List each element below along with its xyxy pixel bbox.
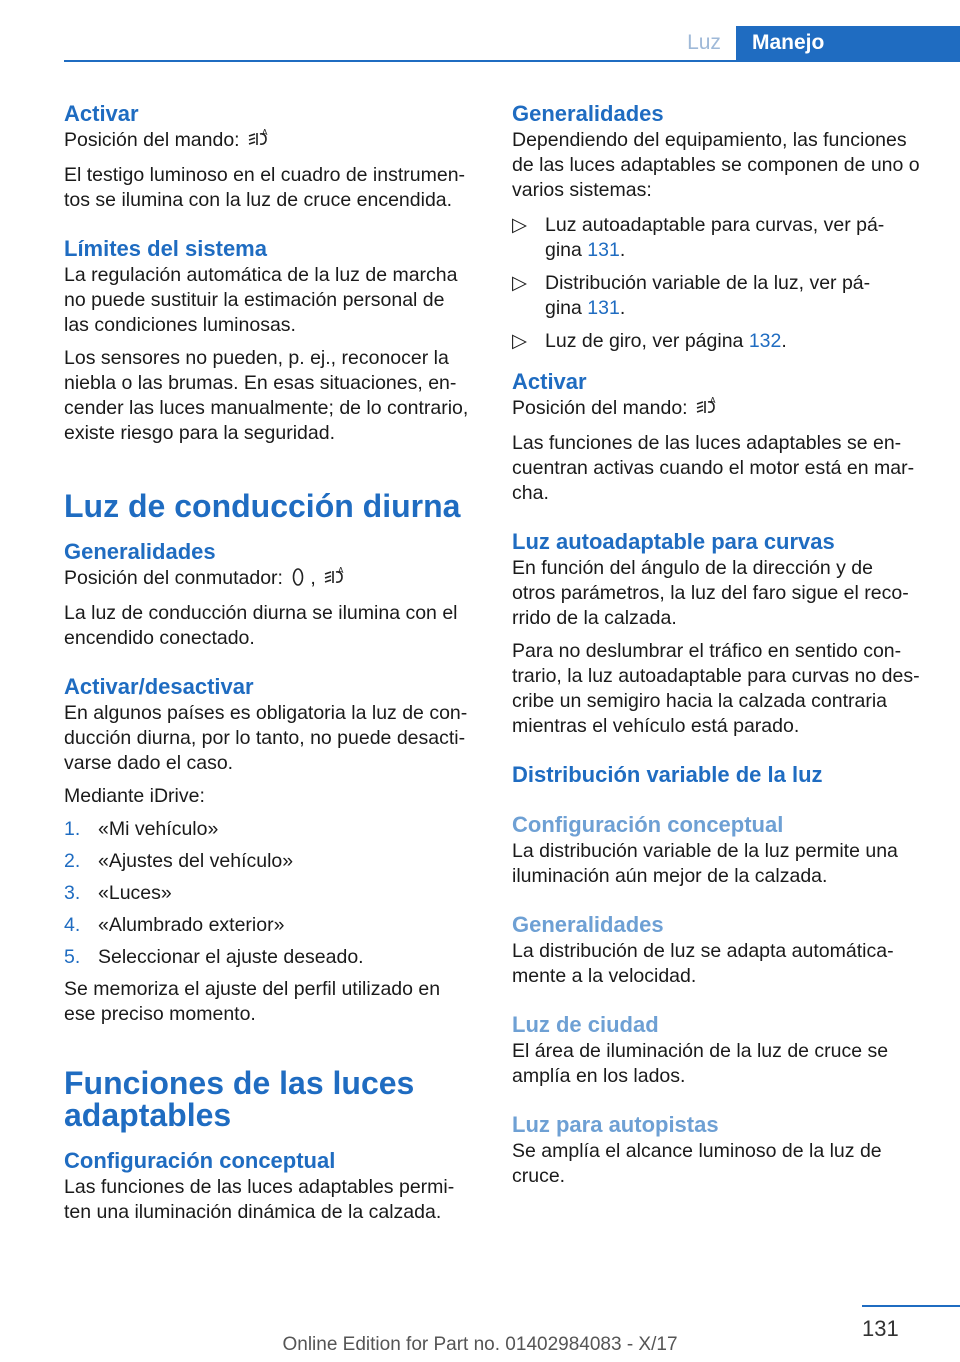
list-item: 5. Seleccionar el ajuste deseado. — [64, 946, 364, 968]
paragraph-activar-info: Las funciones de las luces adaptables se en‐ cuentran activas cuando el motor está en mar‐ cha. — [512, 432, 915, 504]
list-item: ▷ Luz de giro, ver página 132. — [512, 330, 787, 352]
paragraph-ciudad: El área de iluminación de la luz de cruce se amplía en los lados. — [512, 1040, 889, 1087]
list-item: 3. «Luces» — [64, 882, 172, 904]
paragraph-gen2: La distribución de luz se adapta automática‐ mente a la velocidad. — [512, 940, 894, 987]
heading-activar-desactivar: Activar/desactivar — [64, 674, 254, 699]
idrive-steps — [64, 817, 480, 970]
footer-rule — [862, 1305, 960, 1307]
paragraph-autopistas: Se amplía el alcance luminoso de la luz de cruce. — [512, 1140, 882, 1187]
paragraph-curvas-1: En función del ángulo de la dirección y de otros parámetros, la luz del faro sigue el reco‐ rrido de la calzada. — [512, 557, 909, 629]
heading-distribucion-variable: Distribución variable de la luz — [512, 762, 823, 787]
paragraph-gen-position: Posición del conmutador: , A — [64, 566, 480, 595]
heading-generalidades-2: Generalidades — [512, 912, 664, 937]
list-item: 4. «Alumbrado exterior» — [64, 914, 285, 936]
heading-luz-diurna: Luz de conducción diurna — [64, 488, 461, 524]
heading-generalidades: Generalidades — [64, 539, 216, 564]
heading-config-conceptual: Configuración conceptual — [512, 812, 784, 837]
paragraph-memo: Se memoriza el ajuste del perfil utilizado en ese preciso momento. — [64, 978, 441, 1025]
paragraph-activar-info: El testigo luminoso en el cuadro de instrumen‐ tos se ilumina con la luz de cruce encendida. — [64, 164, 466, 211]
auto-headlight-icon — [248, 128, 274, 157]
paragraph-concept: Las funciones de las luces adaptables permi‐ ten una iluminación dinámica de la calzada. — [64, 1176, 455, 1223]
paragraph-actdes-2: Mediante iDrive: — [64, 785, 205, 807]
heading-funciones-adaptables: Funciones de las luces adaptables — [64, 1065, 415, 1133]
page-link-132[interactable]: 132 — [748, 330, 782, 352]
paragraph-limites-1: La regulación automática de la luz de marcha no puede sustituir la estimación personal de las condiciones luminosas. — [64, 264, 458, 336]
svg-text:A: A — [261, 128, 268, 137]
paragraph-curvas-2: Para no deslumbrar el tráfico en sentido con‐ trario, la luz autoadaptable para curvas no des‐ cribe un semigiro hacia la calzada contraria mientras el vehículo está parado. — [512, 640, 920, 737]
page-number: 131 — [862, 1316, 899, 1341]
heading-activar: Activar — [64, 101, 139, 126]
svg-text:A: A — [337, 566, 344, 575]
list-item: ▷ Distribución variable de la luz, ver pá‐ gina 131. — [512, 272, 871, 319]
edition-footer: Online Edition for Part no. 01402984083 - X/17 — [282, 1334, 678, 1355]
paragraph-gen: Dependiendo del equipamiento, las funciones de las luces adaptables se componen de uno o varios sistemas: — [512, 129, 920, 201]
bullet-triangle-icon: ▷ — [512, 214, 527, 236]
auto-headlight-icon — [696, 396, 722, 425]
paragraph-actdes-1: En algunos países es obligatoria la luz de con‐ ducción diurna, por lo tanto, no puede desacti‐ varse dado el caso. — [64, 702, 468, 774]
tab-chapter-manejo: Manejo — [736, 26, 960, 60]
svg-text:A: A — [709, 396, 716, 405]
tab-section-luz: Luz — [687, 31, 721, 54]
switch-zero-icon — [291, 566, 305, 595]
heading-luz-curvas: Luz autoadaptable para curvas — [512, 529, 835, 554]
heading-generalidades: Generalidades — [512, 101, 664, 126]
paragraph-gen-info: La luz de conducción diurna se ilumina con el encendido conectado. — [64, 602, 458, 649]
paragraph-activar-position: Posición del mando: A — [512, 396, 930, 425]
adaptive-systems-list — [512, 213, 930, 354]
heading-activar: Activar — [512, 369, 587, 394]
list-item: ▷ Luz autoadaptable para curvas, ver pá‐ gina 131. — [512, 214, 885, 261]
left-column — [64, 100, 480, 1225]
heading-luz-autopistas: Luz para autopistas — [512, 1112, 719, 1137]
paragraph-activar-position: Posición del mando: A — [64, 128, 480, 157]
page-link-131[interactable]: 131 — [587, 239, 620, 261]
page-link-131[interactable]: 131 — [587, 297, 620, 319]
heading-config-conceptual: Configuración conceptual — [64, 1148, 336, 1173]
bullet-triangle-icon: ▷ — [512, 330, 527, 352]
auto-headlight-icon — [324, 566, 350, 595]
list-item: 1. «Mi vehículo» — [64, 818, 219, 840]
paragraph-concept: La distribución variable de la luz permite una iluminación aún mejor de la calzada. — [512, 840, 898, 887]
right-column — [512, 100, 930, 1189]
heading-limites: Límites del sistema — [64, 236, 267, 261]
header-rule — [64, 60, 960, 62]
paragraph-limites-2: Los sensores no pueden, p. ej., reconocer la niebla o las brumas. En esas situaciones, en‐ cender las luces manualmente; de lo contrario, existe riesgo para la seguridad. — [64, 347, 469, 444]
bullet-triangle-icon: ▷ — [512, 272, 527, 294]
heading-luz-ciudad: Luz de ciudad — [512, 1012, 659, 1037]
list-item: 2. «Ajustes del vehículo» — [64, 850, 294, 872]
